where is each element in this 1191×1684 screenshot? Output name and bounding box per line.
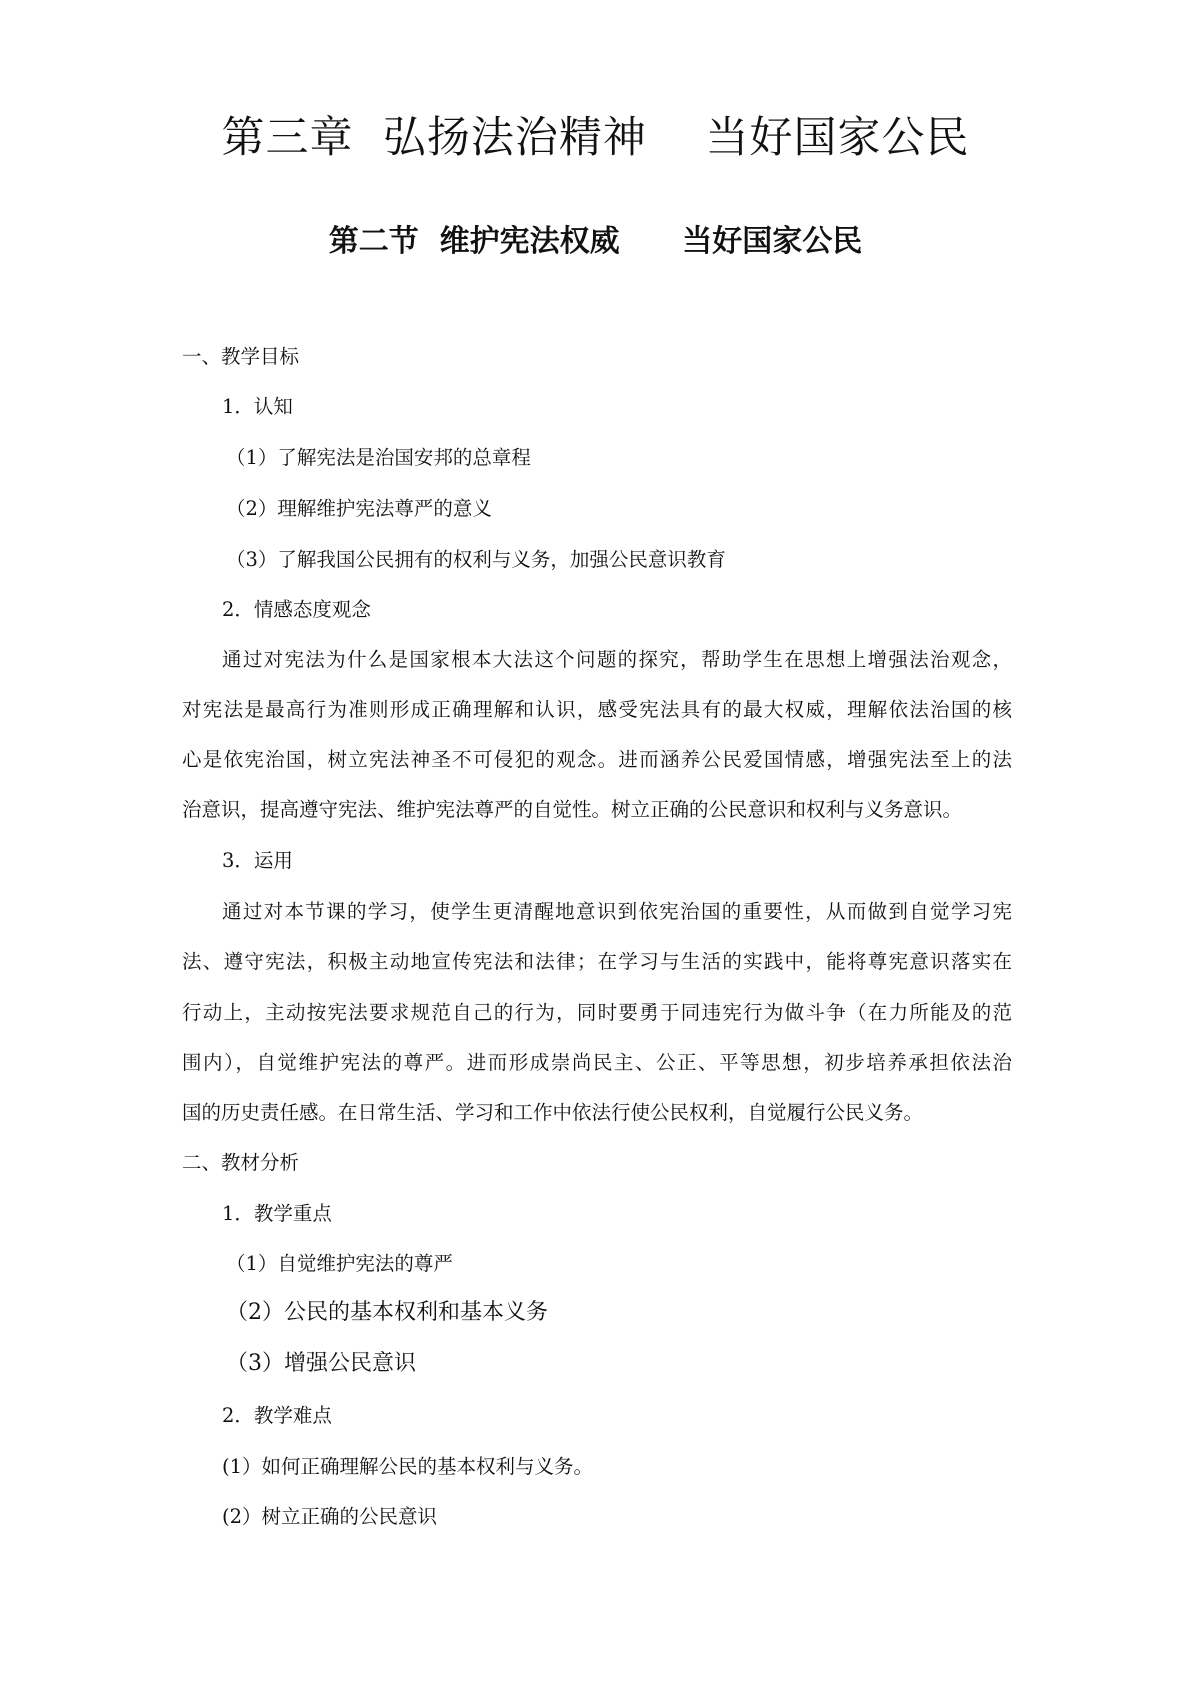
difficulties-heading: 2．教学难点 <box>222 1404 332 1427</box>
cognition-item: （3）了解我国公民拥有的权利与义务，加强公民意识教育 <box>226 548 726 571</box>
emotion-paragraph-line: 心是依宪治国，树立宪法神圣不可侵犯的观念。进而涵养公民爱国情感，增强宪法至上的法 <box>182 748 1012 771</box>
cognition-item: （2）理解维护宪法尊严的意义 <box>226 497 492 520</box>
cognition-item: （1）了解宪法是治国安邦的总章程 <box>226 446 531 469</box>
key-point-item: （1）自觉维护宪法的尊严 <box>226 1252 453 1275</box>
application-paragraph-line: 围内），自觉维护宪法的尊严。进而形成崇尚民主、公正、平等思想，初步培养承担依法治 <box>182 1051 1012 1074</box>
part2-heading: 二、教材分析 <box>182 1151 300 1174</box>
difficulty-item: (2）树立正确的公民意识 <box>222 1505 438 1528</box>
emotion-heading: 2．情感态度观念 <box>222 598 371 621</box>
application-paragraph-line: 通过对本节课的学习，使学生更清醒地意识到依宪治国的重要性，从而做到自觉学习宪 <box>222 900 1012 923</box>
cognition-heading: 1．认知 <box>222 395 293 418</box>
chapter-title: 第三章 弘扬法治精神 当好国家公民 <box>221 113 970 163</box>
part1-heading: 一、教学目标 <box>182 345 300 368</box>
section-title: 第二节 维护宪法权威 当好国家公民 <box>328 224 863 259</box>
application-heading: 3．运用 <box>222 849 293 872</box>
key-point-item: （3）增强公民意识 <box>226 1351 416 1376</box>
emotion-paragraph-line: 通过对宪法为什么是国家根本大法这个问题的探究，帮助学生在思想上增强法治观念， <box>222 648 1012 671</box>
emotion-paragraph-line: 治意识，提高遵守宪法、维护宪法尊严的自觉性。树立正确的公民意识和权利与义务意识。 <box>182 798 963 821</box>
difficulty-item: (1）如何正确理解公民的基本权利与义务。 <box>222 1455 594 1478</box>
key-point-item: （2）公民的基本权利和基本义务 <box>226 1300 548 1325</box>
emotion-paragraph-line: 对宪法是最高行为准则形成正确理解和认识，感受宪法具有的最大权威，理解依法治国的核 <box>182 698 1012 721</box>
application-paragraph-line: 行动上，主动按宪法要求规范自己的行为，同时要勇于同违宪行为做斗争（在力所能及的范 <box>182 1001 1012 1024</box>
key-points-heading: 1．教学重点 <box>222 1202 332 1225</box>
application-paragraph-line: 法、遵守宪法，积极主动地宣传宪法和法律；在学习与生活的实践中，能将尊宪意识落实在 <box>182 950 1012 973</box>
application-paragraph-line: 国的历史责任感。在日常生活、学习和工作中依法行使公民权利，自觉履行公民义务。 <box>182 1101 924 1124</box>
